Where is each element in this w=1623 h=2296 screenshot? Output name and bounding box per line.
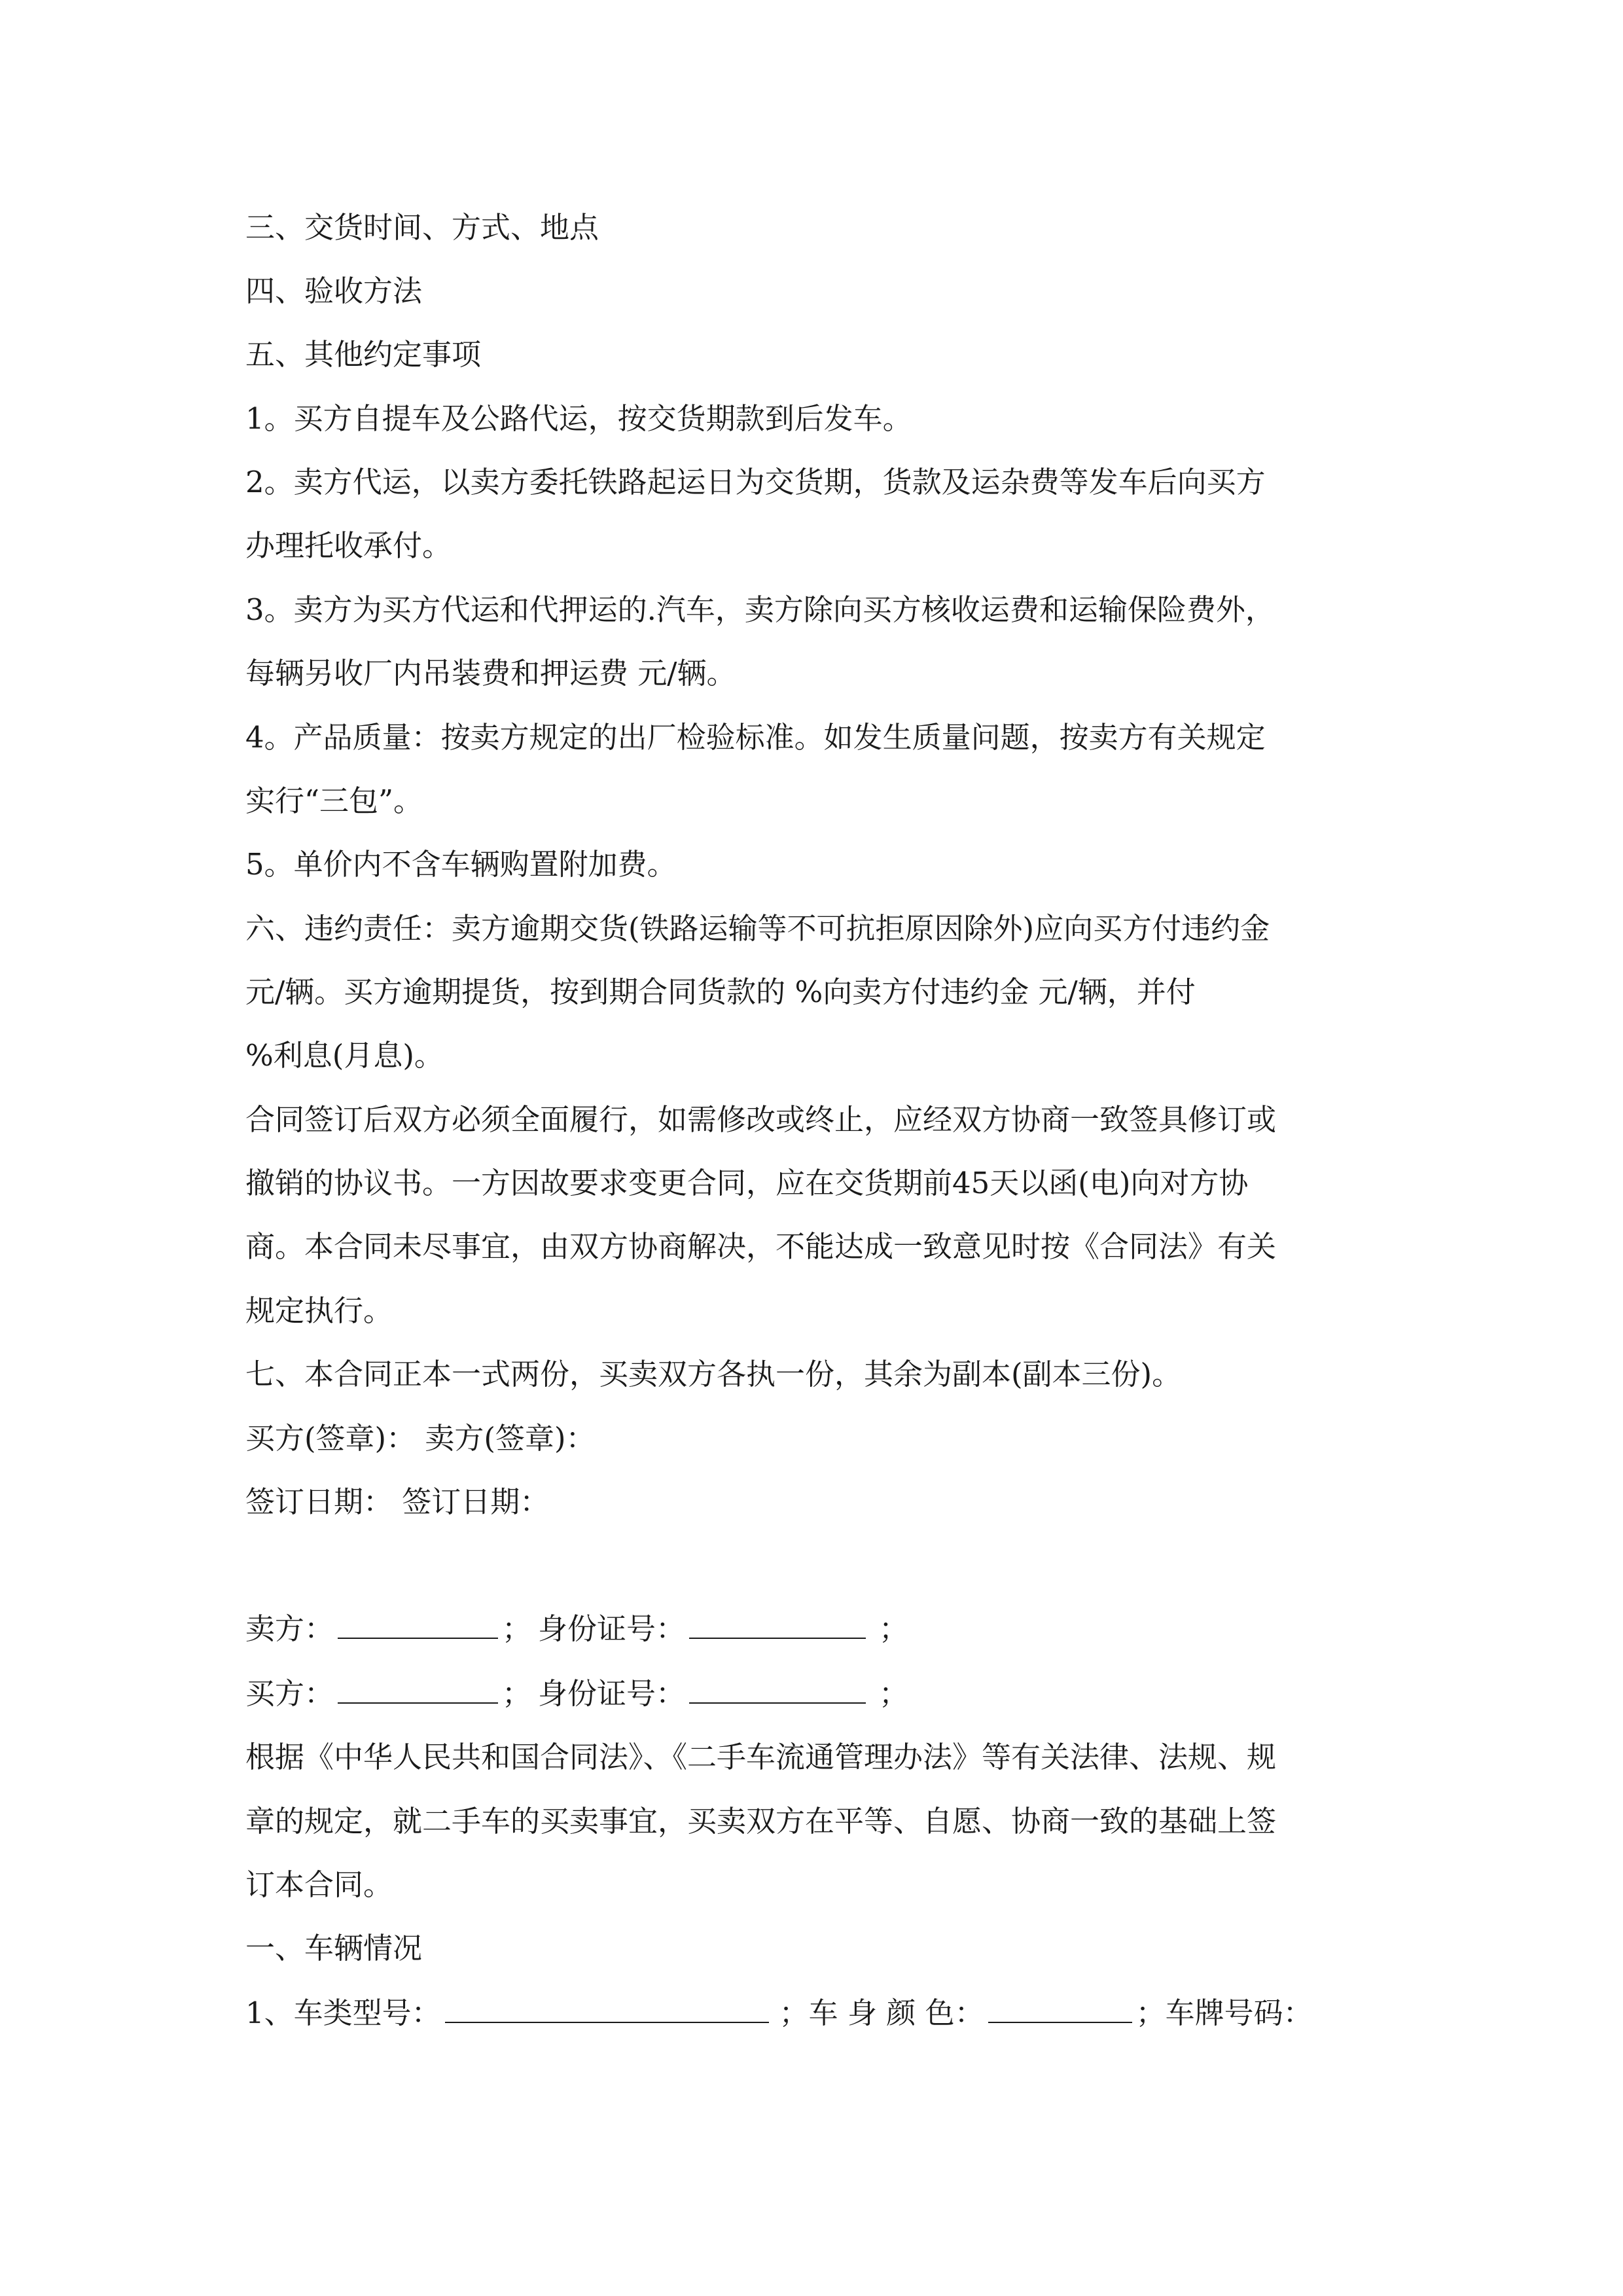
buyer-id-field[interactable] <box>689 1674 866 1704</box>
section-other-heading: 五、其他约定事项 <box>245 337 482 372</box>
seller-label: 卖方： <box>245 1611 334 1646</box>
clause-4: 4。产品质量：按卖方规定的出厂检验标准。如发生质量问题，按卖方有关规定 <box>245 720 1266 755</box>
seller-id-field[interactable] <box>689 1609 866 1639</box>
preamble-3: 订本合同。 <box>245 1867 393 1902</box>
seller-end: ； <box>879 1611 909 1646</box>
preamble-1: 根据《中华人民共和国合同法》、《二手车流通管理办法》等有关法律、法规、规 <box>245 1740 1277 1774</box>
section-vehicle-heading: 一、车辆情况 <box>245 1931 423 1965</box>
vehicle-color-label: 车 身 颜 色： <box>808 1996 984 2030</box>
buyer-id-label: 身份证号： <box>538 1676 686 1711</box>
section-breach-cont-2: %利息(月息)。 <box>245 1038 444 1073</box>
clause-5: 5。单价内不含车辆购置附加费。 <box>245 847 677 882</box>
clause-4-cont: 实行“三包”。 <box>245 783 423 818</box>
vehicle-plate-label: 车牌号码： <box>1165 1996 1313 2030</box>
buyer-info-line <box>245 1674 908 1713</box>
vehicle-info-line <box>245 1993 1313 2032</box>
vehicle-color-field[interactable] <box>988 1993 1132 2023</box>
clause-3-cont: 每辆另收厂内吊装费和押运费 元/辆。 <box>245 656 736 691</box>
performance-paragraph-3: 商。本合同未尽事宜，由双方协商解决，不能达成一致意见时按《合同法》有关 <box>245 1229 1277 1264</box>
vehicle-separator-2: ； <box>1135 1996 1166 2030</box>
seller-id-label: 身份证号： <box>538 1611 686 1646</box>
vehicle-separator-1: ； <box>779 1996 809 2030</box>
buyer-name-field[interactable] <box>338 1674 498 1704</box>
seller-name-field[interactable] <box>338 1609 498 1639</box>
buyer-label: 买方： <box>245 1676 334 1711</box>
vehicle-model-field[interactable] <box>445 1993 769 2023</box>
section-inspection-heading: 四、验收方法 <box>245 274 423 308</box>
performance-paragraph-4: 规定执行。 <box>245 1293 393 1328</box>
vehicle-model-label: 1、车类型号： <box>245 1996 441 2030</box>
signature-line: 买方(签章)： 卖方(签章)： <box>245 1421 596 1456</box>
clause-2: 2。卖方代运，以卖方委托铁路起运日为交货期，货款及运杂费等发车后向买方 <box>245 465 1266 499</box>
clause-2-cont: 办理托收承付。 <box>245 528 452 563</box>
performance-paragraph-1: 合同签订后双方必须全面履行，如需修改或终止，应经双方协商一致签具修订或 <box>245 1102 1277 1137</box>
clause-3: 3。卖方为买方代运和代押运的.汽车，卖方除向买方核收运费和运输保险费外， <box>245 592 1275 627</box>
signing-date-line: 签订日期： 签订日期： <box>245 1484 550 1519</box>
section-copies: 七、本合同正本一式两份，买卖双方各执一份，其余为副本(副本三份)。 <box>245 1357 1182 1391</box>
buyer-end: ； <box>879 1676 909 1711</box>
section-breach-cont-1: 元/辆。买方逾期提货，按到期合同货款的 %向卖方付违约金 元/辆，并付 <box>245 975 1196 1009</box>
clause-1: 1。买方自提车及公路代运，按交货期款到后发车。 <box>245 401 912 436</box>
section-delivery-heading: 三、交货时间、方式、地点 <box>245 210 599 245</box>
seller-separator: ； <box>502 1611 532 1646</box>
seller-info-line <box>245 1609 908 1648</box>
preamble-2: 章的规定，就二手车的买卖事宜，买卖双方在平等、自愿、协商一致的基础上签 <box>245 1804 1277 1839</box>
performance-paragraph-2: 撤销的协议书。一方因故要求变更合同，应在交货期前45天以函(电)向对方协 <box>245 1166 1249 1200</box>
section-breach: 六、违约责任：卖方逾期交货(铁路运输等不可抗拒原因除外)应向买方付违约金 <box>245 911 1270 946</box>
buyer-separator: ； <box>502 1676 532 1711</box>
